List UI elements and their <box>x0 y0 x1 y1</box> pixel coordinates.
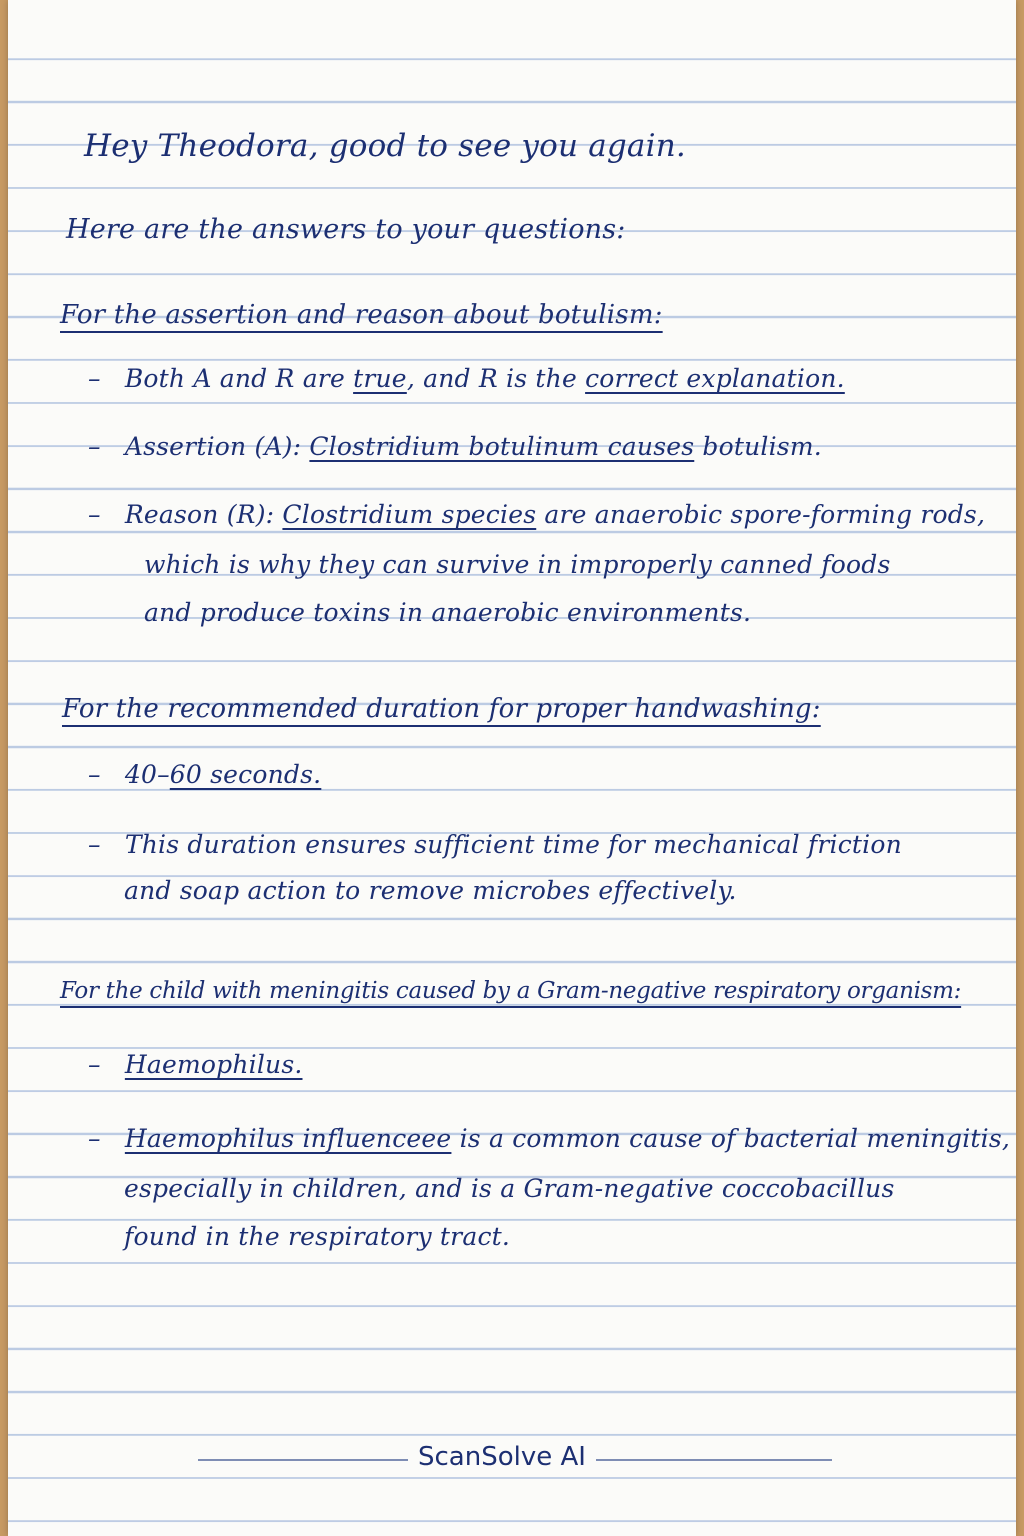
bullet-dash: – <box>88 1050 101 1079</box>
text-segment: Assertion (A): <box>124 432 310 461</box>
underlined-segment: Clostridium species <box>282 500 537 529</box>
bullet-dash: – <box>88 1124 101 1153</box>
bullet-dash: – <box>88 760 101 789</box>
greeting: Hey Theodora, good to see you again. <box>84 128 686 164</box>
text-segment: , and R is the <box>406 364 586 393</box>
bullet-item <box>88 760 321 789</box>
text-segment: is a common cause of bacterial meningitis, <box>451 1124 1011 1153</box>
bullet-text <box>125 1124 1010 1153</box>
underlined-segment: Clostridium botulinum causes <box>309 432 695 461</box>
notebook-page <box>8 0 1016 1536</box>
bullet-text <box>125 364 845 393</box>
section-heading: For the child with meningitis caused by a Gram-negative respiratory organism: <box>60 978 962 1004</box>
bullet-text <box>125 760 321 789</box>
bullet-item <box>88 364 845 393</box>
section-heading: For the recommended duration for proper handwashing: <box>62 694 821 724</box>
bullet-text <box>125 830 902 859</box>
underlined-segment: correct explanation. <box>585 364 845 393</box>
bullet-dash: – <box>88 830 101 859</box>
bullet-item <box>88 1124 1010 1153</box>
bullet-item <box>88 830 902 859</box>
bullet-item <box>88 500 985 529</box>
bullet-dash: – <box>88 432 101 461</box>
bullet-item <box>88 1050 303 1079</box>
text-segment: This duration ensures sufficient time for mechanical friction <box>124 830 902 859</box>
footer-rule-left <box>198 1459 408 1461</box>
underlined-segment: Haemophilus influenceee <box>124 1124 452 1153</box>
underlined-segment: Haemophilus. <box>124 1050 303 1079</box>
text-segment: Both A and R are <box>124 364 354 393</box>
underlined-segment: true <box>353 364 407 393</box>
intro-line: Here are the answers to your questions: <box>66 214 626 245</box>
bullet-continuation: which is why they can survive in improperly canned foods <box>144 550 891 579</box>
footer <box>8 1440 1016 1480</box>
bullet-item <box>88 432 822 461</box>
underlined-segment: 60 seconds. <box>169 760 322 789</box>
section-heading: For the assertion and reason about botulism: <box>60 300 663 330</box>
bullet-text <box>125 500 985 529</box>
text-segment: botulism. <box>694 432 822 461</box>
text-segment: are anaerobic spore-forming rods, <box>536 500 986 529</box>
bullet-continuation: and soap action to remove microbes effectively. <box>124 876 737 905</box>
bullet-text <box>125 1050 303 1079</box>
bullet-continuation: found in the respiratory tract. <box>124 1222 511 1251</box>
bullet-continuation: and produce toxins in anaerobic environments. <box>144 598 752 627</box>
text-segment: Reason (R): <box>124 500 283 529</box>
bullet-dash: – <box>88 364 101 393</box>
footer-brand: ScanSolve AI <box>418 1442 586 1472</box>
footer-rule-right <box>596 1459 832 1461</box>
bullet-text <box>125 432 822 461</box>
text-segment: 40– <box>124 760 170 789</box>
bullet-continuation: especially in children, and is a Gram-negative coccobacillus <box>124 1174 895 1203</box>
bullet-dash: – <box>88 500 101 529</box>
